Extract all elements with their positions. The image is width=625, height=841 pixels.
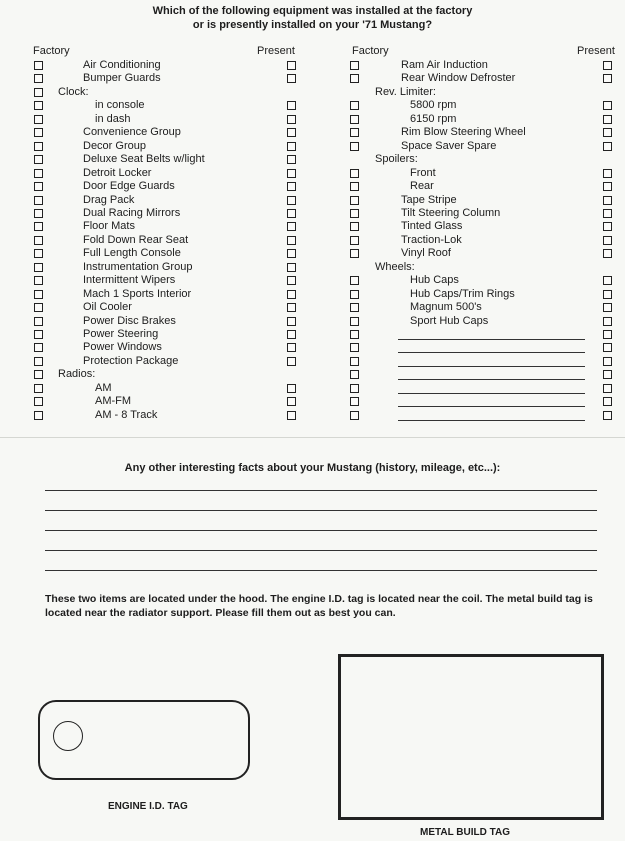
write-in-line[interactable]: [398, 393, 585, 394]
equipment-item-label: 6150 rpm: [410, 112, 457, 125]
present-checkbox[interactable]: [603, 196, 612, 205]
equipment-item-label: Convenience Group: [83, 126, 181, 139]
equipment-item-label: Power Windows: [83, 341, 162, 354]
equipment-item-label: Tinted Glass: [401, 220, 463, 233]
factory-checkbox[interactable]: [34, 169, 43, 178]
equipment-item-label: Power Disc Brakes: [83, 314, 176, 327]
factory-checkbox[interactable]: [350, 196, 359, 205]
equipment-item-label: Traction-Lok: [401, 233, 462, 246]
metal-build-tag-box[interactable]: [338, 654, 604, 820]
equipment-item-label: Protection Package: [83, 354, 179, 367]
factory-checkbox[interactable]: [34, 370, 43, 379]
facts-line[interactable]: [45, 570, 597, 571]
present-checkbox[interactable]: [287, 101, 296, 110]
equipment-item-label: 5800 rpm: [410, 99, 457, 112]
write-in-line[interactable]: [398, 366, 585, 367]
factory-checkbox[interactable]: [34, 290, 43, 299]
equipment-item-label: Mach 1 Sports Interior: [83, 287, 192, 300]
write-in-line[interactable]: [398, 339, 585, 340]
equipment-item-label: in console: [95, 99, 145, 112]
hood-tags-notice: These two items are located under the hood. The engine I.D. tag is located near the coil. The metal build tag is located near the radiator support. Please fill them out as best you can.: [45, 593, 593, 619]
factory-checkbox[interactable]: [350, 128, 359, 137]
factory-checkbox[interactable]: [34, 330, 43, 339]
present-checkbox[interactable]: [603, 222, 612, 231]
equipment-item-label: Full Length Console: [83, 247, 181, 260]
equipment-item-label: AM-FM: [95, 395, 132, 408]
present-checkbox[interactable]: [287, 290, 296, 299]
left-factory-header: Factory: [33, 45, 70, 57]
present-checkbox[interactable]: [603, 357, 612, 366]
present-checkbox[interactable]: [287, 169, 296, 178]
facts-line[interactable]: [45, 510, 597, 511]
equipment-item-label: Vinyl Roof: [401, 247, 451, 260]
fold-line: [0, 437, 625, 438]
present-checkbox[interactable]: [603, 101, 612, 110]
present-checkbox[interactable]: [603, 330, 612, 339]
factory-checkbox[interactable]: [34, 88, 43, 97]
present-checkbox[interactable]: [287, 411, 296, 420]
factory-checkbox[interactable]: [34, 357, 43, 366]
equipment-group-label: Rev. Limiter:: [375, 85, 436, 98]
factory-checkbox[interactable]: [34, 236, 43, 245]
equipment-group-label: Spoilers:: [375, 153, 418, 166]
equipment-group-label: Wheels:: [375, 260, 415, 273]
present-checkbox[interactable]: [603, 397, 612, 406]
present-checkbox[interactable]: [603, 74, 612, 83]
factory-checkbox[interactable]: [350, 101, 359, 110]
present-checkbox[interactable]: [603, 115, 612, 124]
equipment-item-label: Hub Caps/Trim Rings: [410, 287, 515, 300]
present-checkbox[interactable]: [287, 115, 296, 124]
present-checkbox[interactable]: [287, 128, 296, 137]
metal-build-tag-label: METAL BUILD TAG: [420, 827, 510, 838]
factory-checkbox[interactable]: [350, 303, 359, 312]
present-checkbox[interactable]: [603, 411, 612, 420]
form-title-line-2: or is presently installed on your '71 Mustang?: [192, 19, 433, 31]
equipment-item-label: Floor Mats: [83, 220, 135, 233]
equipment-item-label: Oil Cooler: [83, 301, 132, 314]
factory-checkbox[interactable]: [34, 182, 43, 191]
present-checkbox[interactable]: [603, 303, 612, 312]
factory-checkbox[interactable]: [350, 384, 359, 393]
equipment-item-label: Magnum 500's: [410, 301, 482, 314]
factory-checkbox[interactable]: [350, 276, 359, 285]
equipment-item-label: Ram Air Induction: [401, 59, 488, 71]
factory-checkbox[interactable]: [34, 74, 43, 83]
factory-checkbox[interactable]: [34, 128, 43, 137]
factory-checkbox[interactable]: [34, 384, 43, 393]
factory-checkbox[interactable]: [34, 61, 43, 70]
present-checkbox[interactable]: [603, 290, 612, 299]
equipment-item-label: Bumper Guards: [83, 72, 161, 85]
facts-line[interactable]: [45, 550, 597, 551]
factory-checkbox[interactable]: [34, 142, 43, 151]
facts-line[interactable]: [45, 530, 597, 531]
factory-checkbox[interactable]: [34, 276, 43, 285]
present-checkbox[interactable]: [287, 330, 296, 339]
facts-line[interactable]: [45, 490, 597, 491]
factory-checkbox[interactable]: [34, 115, 43, 124]
factory-checkbox[interactable]: [350, 249, 359, 258]
factory-checkbox[interactable]: [350, 142, 359, 151]
present-checkbox[interactable]: [287, 317, 296, 326]
equipment-item-label: Sport Hub Caps: [410, 314, 489, 327]
present-checkbox[interactable]: [603, 209, 612, 218]
factory-checkbox[interactable]: [350, 115, 359, 124]
factory-checkbox[interactable]: [34, 343, 43, 352]
engine-id-tag-label: ENGINE I.D. TAG: [108, 801, 188, 812]
equipment-item-label: Door Edge Guards: [83, 180, 175, 193]
form-title-line-1: Which of the following equipment was installed at the factory: [152, 5, 473, 17]
factory-checkbox[interactable]: [350, 61, 359, 70]
factory-checkbox[interactable]: [350, 317, 359, 326]
present-checkbox[interactable]: [603, 61, 612, 70]
equipment-item-label: Decor Group: [83, 139, 146, 152]
present-checkbox[interactable]: [287, 61, 296, 70]
factory-checkbox[interactable]: [34, 155, 43, 164]
present-checkbox[interactable]: [287, 263, 296, 272]
equipment-item-label: Drag Pack: [83, 193, 135, 206]
equipment-item-label: Intermittent Wipers: [83, 274, 176, 287]
factory-checkbox[interactable]: [350, 74, 359, 83]
present-checkbox[interactable]: [287, 276, 296, 285]
factory-checkbox[interactable]: [350, 290, 359, 299]
equipment-item-label: Rear: [410, 180, 434, 193]
factory-checkbox[interactable]: [34, 101, 43, 110]
present-checkbox[interactable]: [603, 142, 612, 151]
present-checkbox[interactable]: [603, 236, 612, 245]
factory-checkbox[interactable]: [350, 236, 359, 245]
factory-checkbox[interactable]: [34, 317, 43, 326]
equipment-item-label: Front: [410, 166, 436, 179]
equipment-item-label: Tape Stripe: [401, 193, 457, 206]
factory-checkbox[interactable]: [34, 397, 43, 406]
factory-checkbox[interactable]: [350, 182, 359, 191]
write-in-line[interactable]: [398, 420, 585, 421]
factory-checkbox[interactable]: [34, 249, 43, 258]
present-checkbox[interactable]: [287, 196, 296, 205]
present-checkbox[interactable]: [287, 209, 296, 218]
present-checkbox[interactable]: [603, 249, 612, 258]
factory-checkbox[interactable]: [350, 169, 359, 178]
factory-checkbox[interactable]: [34, 303, 43, 312]
present-checkbox[interactable]: [287, 397, 296, 406]
present-checkbox[interactable]: [603, 128, 612, 137]
present-checkbox[interactable]: [287, 236, 296, 245]
equipment-item-label: Space Saver Spare: [401, 139, 497, 152]
factory-checkbox[interactable]: [34, 196, 43, 205]
equipment-item-label: Air Conditioning: [83, 59, 161, 71]
factory-checkbox[interactable]: [350, 397, 359, 406]
equipment-item-label: AM - 8 Track: [95, 408, 158, 421]
present-checkbox[interactable]: [287, 384, 296, 393]
facts-prompt: Any other interesting facts about your Mustang (history, mileage, etc...):: [124, 462, 501, 474]
factory-checkbox[interactable]: [350, 343, 359, 352]
present-checkbox[interactable]: [287, 155, 296, 164]
equipment-item-label: Instrumentation Group: [83, 260, 193, 273]
equipment-item-label: in dash: [95, 112, 131, 125]
factory-checkbox[interactable]: [34, 263, 43, 272]
present-checkbox[interactable]: [603, 276, 612, 285]
present-checkbox[interactable]: [603, 384, 612, 393]
present-checkbox[interactable]: [287, 303, 296, 312]
present-checkbox[interactable]: [603, 317, 612, 326]
present-checkbox[interactable]: [287, 343, 296, 352]
equipment-item-label: Tilt Steering Column: [401, 206, 501, 219]
factory-checkbox[interactable]: [34, 222, 43, 231]
present-checkbox[interactable]: [603, 182, 612, 191]
tag-hole-icon: [53, 721, 83, 751]
equipment-item-label: AM: [95, 381, 112, 394]
present-checkbox[interactable]: [287, 182, 296, 191]
present-checkbox[interactable]: [603, 169, 612, 178]
equipment-item-label: Power Steering: [83, 328, 159, 340]
factory-checkbox[interactable]: [350, 357, 359, 366]
present-checkbox[interactable]: [287, 222, 296, 231]
factory-checkbox[interactable]: [34, 411, 43, 420]
equipment-item-label: Rear Window Defroster: [401, 72, 516, 85]
write-in-line[interactable]: [398, 406, 585, 407]
equipment-item-label: Rim Blow Steering Wheel: [401, 126, 526, 139]
equipment-group-label: Clock:: [58, 85, 89, 98]
present-checkbox[interactable]: [287, 142, 296, 151]
present-checkbox[interactable]: [287, 249, 296, 258]
equipment-item-label: Fold Down Rear Seat: [83, 233, 189, 246]
equipment-item-label: Detroit Locker: [83, 166, 152, 179]
present-checkbox[interactable]: [603, 343, 612, 352]
present-checkbox[interactable]: [287, 74, 296, 83]
factory-checkbox[interactable]: [350, 370, 359, 379]
write-in-line[interactable]: [398, 352, 585, 353]
equipment-item-label: Deluxe Seat Belts w/light: [83, 153, 205, 166]
factory-checkbox[interactable]: [350, 209, 359, 218]
right-factory-header: Factory: [352, 45, 389, 57]
factory-checkbox[interactable]: [34, 209, 43, 218]
present-checkbox[interactable]: [287, 357, 296, 366]
write-in-line[interactable]: [398, 379, 585, 380]
factory-checkbox[interactable]: [350, 330, 359, 339]
present-checkbox[interactable]: [603, 370, 612, 379]
factory-checkbox[interactable]: [350, 222, 359, 231]
left-present-header: Present: [257, 45, 295, 57]
equipment-item-label: Hub Caps: [410, 274, 459, 287]
equipment-item-label: Dual Racing Mirrors: [83, 206, 181, 219]
equipment-group-label: Radios:: [58, 368, 96, 381]
factory-checkbox[interactable]: [350, 411, 359, 420]
right-present-header: Present: [577, 45, 615, 57]
